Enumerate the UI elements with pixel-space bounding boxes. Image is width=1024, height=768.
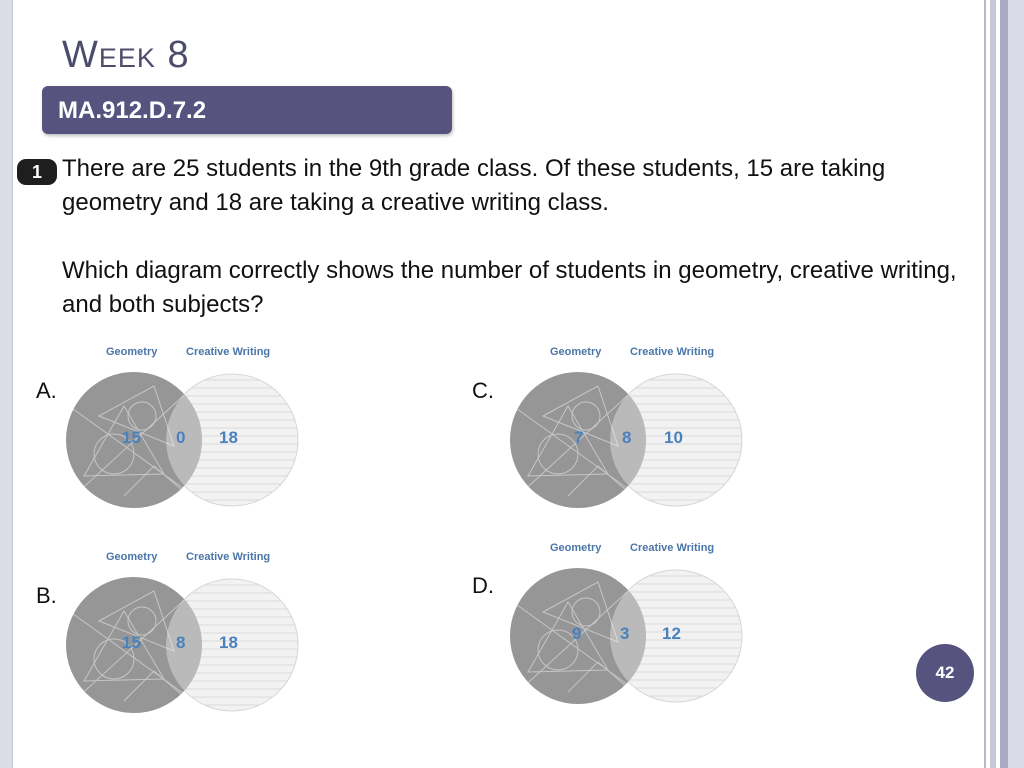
geometry-only-count: 9 — [572, 624, 582, 643]
venn-graphic — [64, 551, 324, 721]
geometry-caption: Geometry — [106, 346, 158, 358]
geometry-only-count: 15 — [122, 633, 141, 652]
option-c-label[interactable]: C. — [472, 378, 494, 403]
option-b-venn[interactable] — [64, 551, 324, 721]
venn-graphic — [508, 346, 768, 516]
geometry-caption: Geometry — [550, 542, 602, 554]
both-count: 8 — [622, 428, 632, 447]
standard-banner — [42, 86, 452, 134]
option-a-venn[interactable] — [64, 346, 324, 516]
question-number-badge: 1 — [17, 159, 57, 185]
both-count: 3 — [620, 624, 630, 643]
slide-frame-right — [978, 0, 1024, 768]
creative-writing-caption: Creative Writing — [186, 551, 271, 563]
venn-graphic — [64, 346, 324, 516]
writing-only-count: 10 — [664, 428, 683, 447]
slide-title: Week 8 — [62, 34, 190, 76]
question-prompt: Which diagram correctly shows the number of students in geometry, creative writing, and both subjects? — [62, 257, 957, 318]
option-d-venn[interactable] — [508, 542, 768, 712]
geometry-caption: Geometry — [550, 346, 602, 358]
creative-writing-caption: Creative Writing — [630, 346, 715, 358]
option-a-label[interactable]: A. — [36, 378, 57, 403]
geometry-caption: Geometry — [106, 551, 158, 563]
both-count: 8 — [176, 633, 186, 652]
option-b-label[interactable]: B. — [36, 583, 57, 608]
standard-code: MA.912.D.7.2 — [58, 97, 207, 124]
geometry-only-count: 15 — [122, 428, 141, 447]
writing-only-count: 12 — [662, 624, 681, 643]
slide-frame-left — [0, 0, 13, 768]
writing-only-count: 18 — [219, 428, 238, 447]
page-number-badge: 42 — [916, 644, 974, 702]
writing-only-count: 18 — [219, 633, 238, 652]
creative-writing-caption: Creative Writing — [630, 542, 715, 554]
question-block — [62, 152, 972, 356]
option-d-label[interactable]: D. — [472, 573, 494, 598]
option-c-venn[interactable] — [508, 346, 768, 516]
creative-writing-caption: Creative Writing — [186, 346, 271, 358]
venn-graphic — [508, 542, 768, 712]
geometry-only-count: 7 — [574, 428, 584, 447]
question-text: There are 25 students in the 9th grade class. Of these students, 15 are taking geometry and 18 are taking a creative writing class. — [62, 155, 886, 216]
both-count: 0 — [176, 428, 186, 447]
